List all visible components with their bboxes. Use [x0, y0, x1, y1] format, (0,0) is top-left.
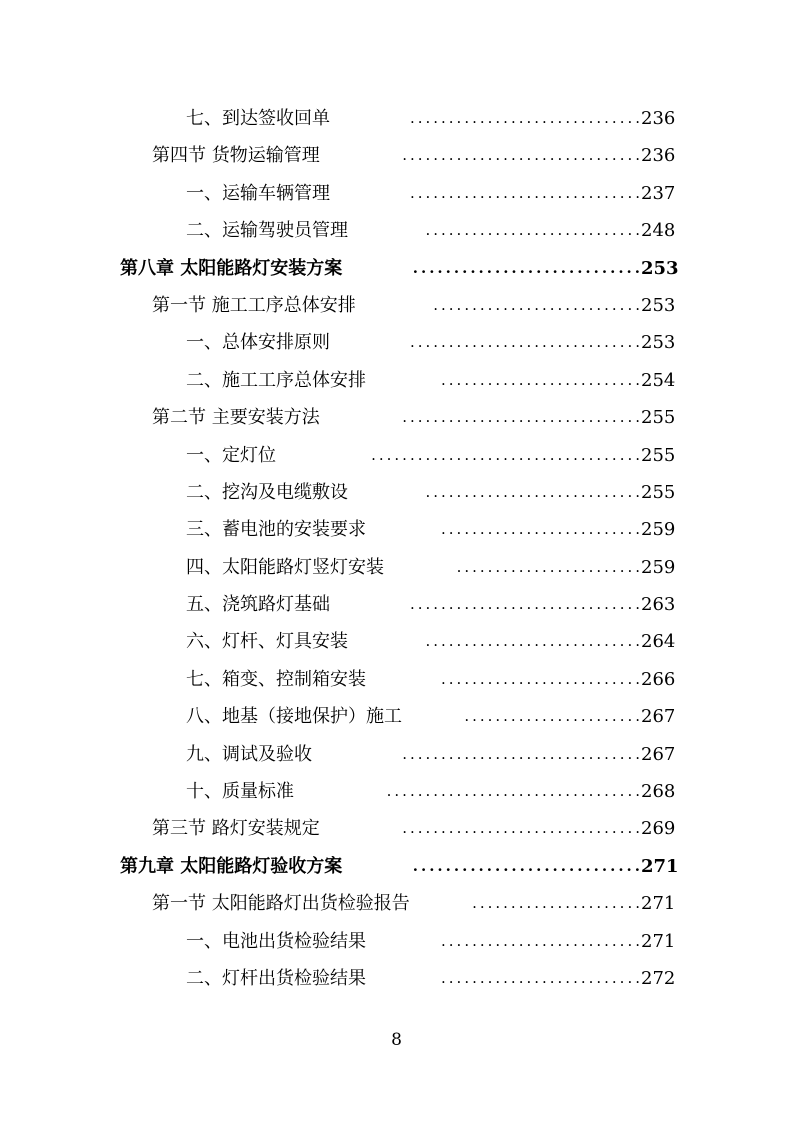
toc-entry[interactable]	[0, 661, 793, 698]
toc-entry-page: 271	[641, 893, 676, 915]
toc-leader-dots: ..........................	[441, 968, 643, 987]
toc-entry-title: 第一节 太阳能路灯出货检验报告	[152, 885, 414, 922]
toc-entry-page: 271	[641, 855, 679, 877]
toc-leader-dots: ............................	[412, 258, 643, 277]
toc-entry[interactable]	[0, 511, 793, 548]
toc-entry-title: 第三节 路灯安装规定	[152, 810, 324, 847]
toc-leader-dots: ..............................	[409, 109, 643, 127]
toc-entry-title: 二、运输驾驶员管理	[186, 212, 352, 249]
toc-leader-dots: ..............................	[409, 333, 643, 352]
toc-entry[interactable]	[0, 250, 793, 287]
toc-entry-page: 272	[641, 967, 676, 989]
toc-entry-page: 264	[641, 631, 676, 653]
toc-entry-page: 253	[641, 332, 676, 354]
toc-entry[interactable]	[0, 698, 793, 735]
toc-entry-page: 271	[641, 930, 676, 952]
toc-entry-title: 第一节 施工工序总体安排	[152, 287, 360, 324]
toc-entry-title: 一、运输车辆管理	[186, 175, 334, 212]
toc-entry[interactable]	[0, 885, 793, 922]
toc-leader-dots: ..........................	[441, 931, 643, 950]
toc-entry-title: 一、总体安排原则	[186, 324, 334, 361]
page-number: 8	[391, 1030, 402, 1050]
toc-entry-title: 二、灯杆出货检验结果	[186, 960, 370, 997]
toc-leader-dots: ............................	[425, 632, 643, 651]
toc-leader-dots: ...........................	[433, 295, 643, 314]
toc-entry-page: 236	[641, 108, 676, 129]
toc-entry[interactable]	[0, 736, 793, 773]
table-of-contents	[0, 100, 793, 997]
toc-entry[interactable]	[0, 100, 793, 137]
toc-entry-page: 255	[641, 444, 676, 466]
toc-entry[interactable]	[0, 960, 793, 997]
toc-entry-title: 四、太阳能路灯竖灯安装	[186, 549, 388, 586]
toc-leader-dots: .................................	[386, 782, 643, 801]
toc-entry-page: 236	[641, 145, 676, 167]
toc-entry-title: 一、定灯位	[186, 437, 280, 474]
toc-leader-dots: ..........................	[441, 669, 643, 688]
toc-entry-page: 269	[641, 818, 676, 840]
toc-entry-title: 七、箱变、控制箱安装	[186, 661, 370, 698]
toc-entry[interactable]	[0, 586, 793, 623]
toc-entry-page: 268	[641, 781, 676, 803]
toc-entry-title: 二、施工工序总体安排	[186, 362, 370, 399]
toc-leader-dots: .......................	[464, 707, 643, 726]
toc-entry-page: 237	[641, 182, 676, 204]
toc-leader-dots: ...............................	[402, 408, 643, 427]
toc-entry-title: 二、挖沟及电缆敷设	[186, 474, 352, 511]
toc-entry[interactable]	[0, 287, 793, 324]
toc-entry-title: 十、质量标准	[186, 773, 298, 810]
toc-entry-title: 第二节 主要安装方法	[152, 399, 324, 436]
toc-entry-title: 七、到达签收回单	[186, 100, 334, 137]
toc-entry[interactable]	[0, 324, 793, 361]
toc-leader-dots: ............................	[412, 856, 643, 875]
toc-entry-page: 266	[641, 668, 676, 690]
toc-entry[interactable]	[0, 623, 793, 660]
toc-entry-page: 267	[641, 743, 676, 765]
toc-leader-dots: ..........................	[441, 520, 643, 539]
toc-entry-page: 253	[641, 294, 676, 316]
toc-entry[interactable]	[0, 437, 793, 474]
toc-leader-dots: ...............................	[402, 146, 643, 165]
toc-entry-title: 三、蓄电池的安装要求	[186, 511, 370, 548]
toc-entry-page: 267	[641, 706, 676, 728]
toc-entry-page: 259	[641, 519, 676, 541]
toc-entry-title: 九、调试及验收	[186, 736, 316, 773]
toc-entry-page: 253	[641, 257, 679, 279]
toc-entry-title: 第九章 太阳能路灯验收方案	[120, 848, 346, 885]
toc-entry-page: 254	[641, 369, 676, 391]
toc-entry-title: 八、地基（接地保护）施工	[186, 698, 406, 735]
toc-entry[interactable]	[0, 175, 793, 212]
toc-leader-dots: ..............................	[409, 183, 643, 202]
toc-entry-page: 263	[641, 594, 676, 616]
toc-leader-dots: ......................	[472, 894, 643, 913]
toc-leader-dots: ...............................	[402, 819, 643, 838]
toc-entry[interactable]	[0, 362, 793, 399]
toc-entry[interactable]	[0, 212, 793, 249]
toc-entry-page: 248	[641, 220, 676, 242]
toc-leader-dots: ..........................	[441, 370, 643, 389]
toc-entry-title: 六、灯杆、灯具安装	[186, 623, 352, 660]
toc-entry-title: 五、浇筑路灯基础	[186, 586, 334, 623]
toc-leader-dots: ........................	[456, 557, 643, 576]
toc-entry[interactable]	[0, 549, 793, 586]
toc-entry-title: 第四节 货物运输管理	[152, 137, 324, 174]
toc-leader-dots: ............................	[425, 482, 643, 501]
toc-entry-page: 255	[641, 407, 676, 429]
toc-entry[interactable]	[0, 137, 793, 174]
toc-leader-dots: ...................................	[371, 445, 643, 464]
toc-entry-page: 255	[641, 481, 676, 503]
toc-entry-title: 一、电池出货检验结果	[186, 923, 370, 960]
toc-entry-page: 259	[641, 556, 676, 578]
toc-entry[interactable]	[0, 848, 793, 885]
toc-entry[interactable]	[0, 923, 793, 960]
toc-entry[interactable]	[0, 474, 793, 511]
toc-leader-dots: ...............................	[402, 744, 643, 763]
toc-leader-dots: ............................	[425, 221, 643, 240]
toc-leader-dots: ..............................	[409, 595, 643, 614]
toc-entry[interactable]	[0, 773, 793, 810]
toc-entry[interactable]	[0, 810, 793, 847]
toc-entry[interactable]	[0, 399, 793, 436]
toc-entry-title: 第八章 太阳能路灯安装方案	[120, 250, 346, 287]
